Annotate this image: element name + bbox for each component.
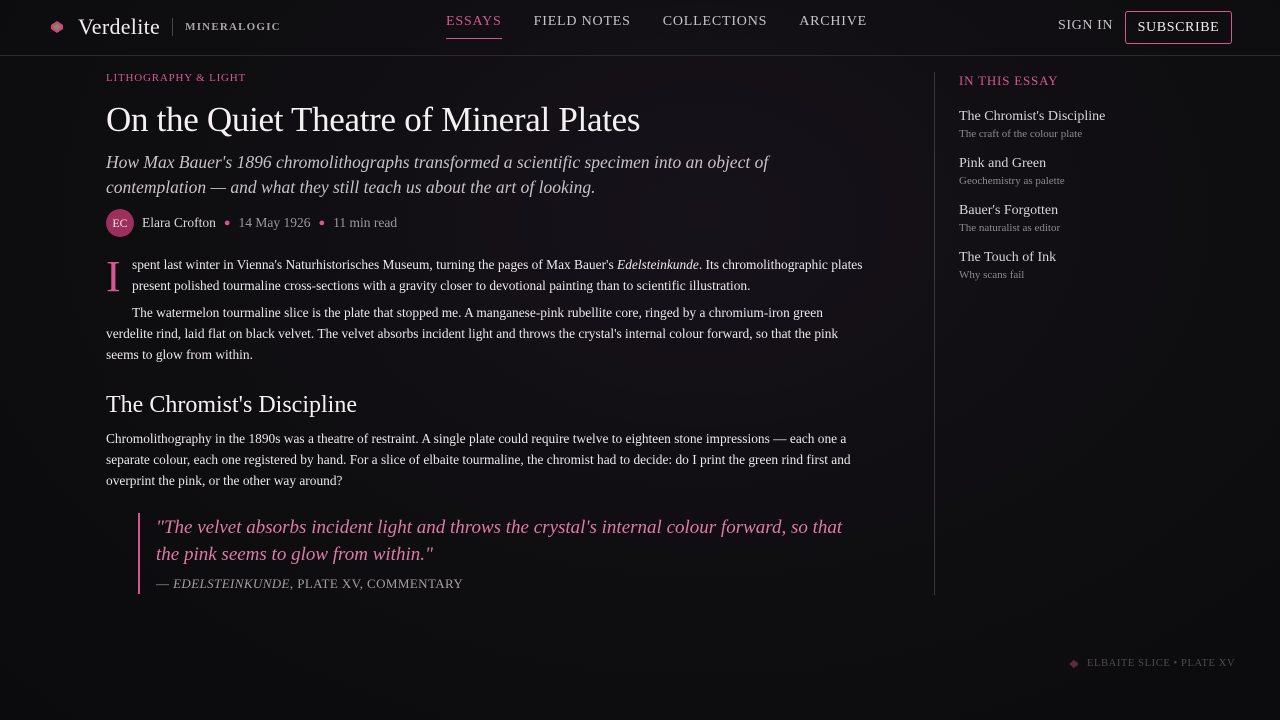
nav-item-collections[interactable]: COLLECTIONS [662,14,768,29]
gem-icon [50,20,64,34]
book-title: Edelsteinkunde [617,257,699,272]
separator-dot-icon: ● [223,217,231,229]
gem-icon [1070,660,1078,668]
subscribe-button[interactable]: SUBSCRIBE [1125,11,1232,44]
section-heading: The Chromist's Discipline [106,392,357,418]
article-kicker: LITHOGRAPHY & LIGHT [106,72,247,84]
toc-item-title: Pink and Green [959,156,1047,171]
pull-quote [138,513,866,594]
main-nav [446,14,867,39]
toc-heading: IN THIS ESSAY [959,73,1059,88]
nav-item-archive[interactable]: ARCHIVE [799,14,868,29]
pull-quote-text: "The velvet absorbs incident light and throws the crystal's internal colour forward, so that the pink seems to glow from within." [156,517,843,565]
page-title: On the Quiet Theatre of Mineral Plates [106,100,641,139]
separator-dot-icon: ● [318,217,326,229]
plate-caption [1070,658,1235,669]
toc-item-title: The Chromist's Discipline [959,109,1106,124]
toc-item-pink-and-green[interactable] [959,156,1234,187]
author-name[interactable]: Elara Crofton [142,215,216,230]
citation-dash: — [156,576,174,591]
brand-divider [172,18,173,36]
plate-caption-text: ELBAITE SLICE • PLATE XV [1087,658,1236,669]
brand-name: Verdelite [78,14,161,39]
paragraph-3: Chromolithography in the 1890s was a theatre of restraint. A single plate could require twelve to eighteen stone impressions — each one a separate colour, each one registered by hand. For a slice of elbaite tourmaline, the chromist had to decide: do I print the green rind first and overprint the pink, or the other way around? [106,431,851,488]
toc-item-chromists-discipline[interactable] [959,109,1234,140]
sign-in-link[interactable]: SIGN IN [1058,18,1114,33]
toc-item-subtitle: The craft of the colour plate [959,128,1083,140]
article-dek: How Max Bauer's 1896 chromolithographs transformed a scientific specimen into an object of contemplation — and what they still teach us about the art of looking. [106,152,769,197]
brand[interactable] [50,14,281,40]
brand-subtitle: MINERALOGIC [185,21,281,33]
toc-item-title: The Touch of Ink [959,250,1057,265]
table-of-contents [934,72,1234,595]
toc-item-bauers-forgotten[interactable] [959,203,1234,234]
citation-detail: , PLATE XV, COMMENTARY [289,576,464,591]
toc-item-title: Bauer's Forgotten [959,203,1059,218]
citation-source: EDELSTEINKUNDE [173,576,290,591]
drop-cap: I [106,252,121,301]
paragraph-1 [106,252,866,301]
byline [106,209,866,237]
paragraph-1-text-a: spent last winter in Vienna's Naturhistorisches Museum, turning the pages of Max Bauer's [132,257,618,272]
top-bar [0,0,1280,56]
toc-item-subtitle: The naturalist as editor [959,222,1061,234]
toc-item-touch-of-ink[interactable] [959,250,1234,281]
toc-item-subtitle: Geochemistry as palette [959,175,1065,187]
nav-item-field-notes[interactable]: FIELD NOTES [533,14,631,29]
paragraph-2: The watermelon tourmaline slice is the plate that stopped me. A manganese-pink rubellite core, ringed by a chromium-iron green verdelite rind, laid flat on black velvet. The velvet absorbs incident light and throws the crystal's internal colour forward, so that the pink seems to glow from within. [106,305,839,362]
publish-date: 14 May 1926 [238,215,311,230]
article [106,72,866,594]
nav-item-essays[interactable]: ESSAYS [446,14,502,39]
paragraph-1-text-b: . Its chromolithographic plates present polished tourmaline cross-sections with a gravity closer to devotional painting than to scientific illustration. [132,257,863,293]
pull-quote-citation [156,576,866,592]
avatar[interactable]: EC [106,209,134,237]
read-time: 11 min read [333,215,398,230]
toc-item-subtitle: Why scans fail [959,269,1025,281]
